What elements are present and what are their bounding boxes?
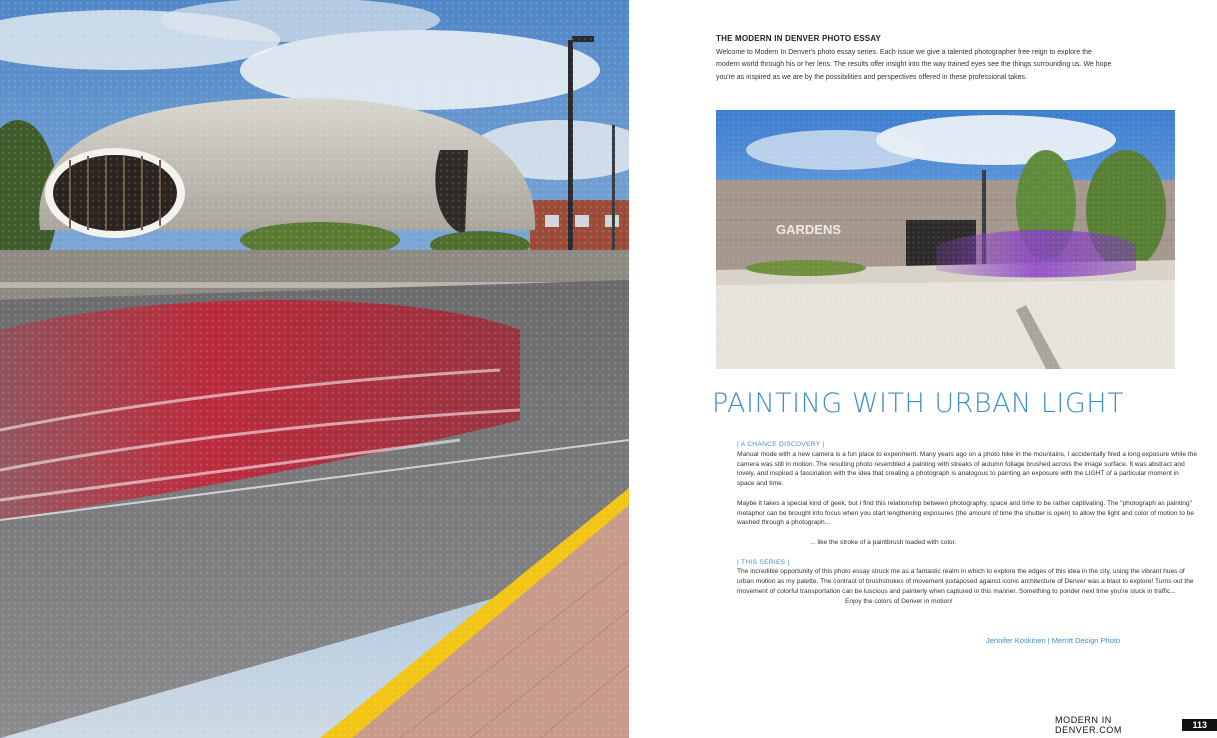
page-footer [1055, 715, 1217, 735]
pull-line: ... like the stroke of a paintbrush loaded with color. [810, 538, 957, 546]
article-body [737, 440, 1197, 607]
gardens-photo [716, 110, 1175, 369]
closing-line: Enjoy the colors of Denver in motion! [845, 597, 953, 605]
section-heading-chance-discovery: | A CHANCE DISCOVERY | [737, 441, 825, 448]
site-url: MODERN IN DENVER.COM [1055, 715, 1123, 735]
paragraph-2: Maybe it takes a special kind of geek, but I find this relationship between photography, space and time to be rather captivating. The "photograph as painting" metaphor can be brought into focus when you start lengthening exposures (the amount of time the shutter is open) to allow the light and color of motion to be washed through a photograph... [737, 499, 1195, 527]
essay-intro: Welcome to Modern In Denver's photo essay series. Each issue we give a talented photographer free reign to explore the modern world through his or her lens. The results offer insight into the way trained eyes see the things surrounding us. We hope you're as inspired as we are by the possibilities and perspectives offered in these professional takes. [716, 49, 1112, 81]
right-page [629, 0, 1217, 738]
right-photo [716, 110, 1175, 369]
essay-kicker: THE MODERN IN DENVER PHOTO ESSAY [716, 34, 882, 43]
paragraph-3: The incredible opportunity of this photo essay struck me as a fantastic realm in which to explore the edges of this idea in the city, using the vibrant hues of urban motion as my palette. The contrast of brushstrokes of movement juxtaposed against iconic architecture of Denver was a blast to explore! Turns out the movement of colorful transportation can be luscious and painterly when captured in this manner. Something to ponder next time you're stuck in traffic... [737, 568, 1194, 595]
article-title: PAINTING WITH URBAN LIGHT [712, 388, 1125, 419]
page-number: 113 [1182, 719, 1217, 731]
photo-credit: Jennifer Koskinen | Merritt Design Photo [986, 636, 1121, 645]
section-heading-this-series: | THIS SERIES | [737, 558, 790, 566]
paragraph-1: Manual mode with a new camera is a fun place to experiment. Many years ago on a photo hike in the mountains, I accidentally fired a long exposure while the camera was still in motion. The resulting photo resembled a painting with streaks of autumn foliage brushed across the image surface. It was abstract and lovely, and inspired a fascination with the idea that creating a photograph is analogous to painting an exposure with the LIGHT of a particular moment in space and time. [737, 450, 1197, 488]
